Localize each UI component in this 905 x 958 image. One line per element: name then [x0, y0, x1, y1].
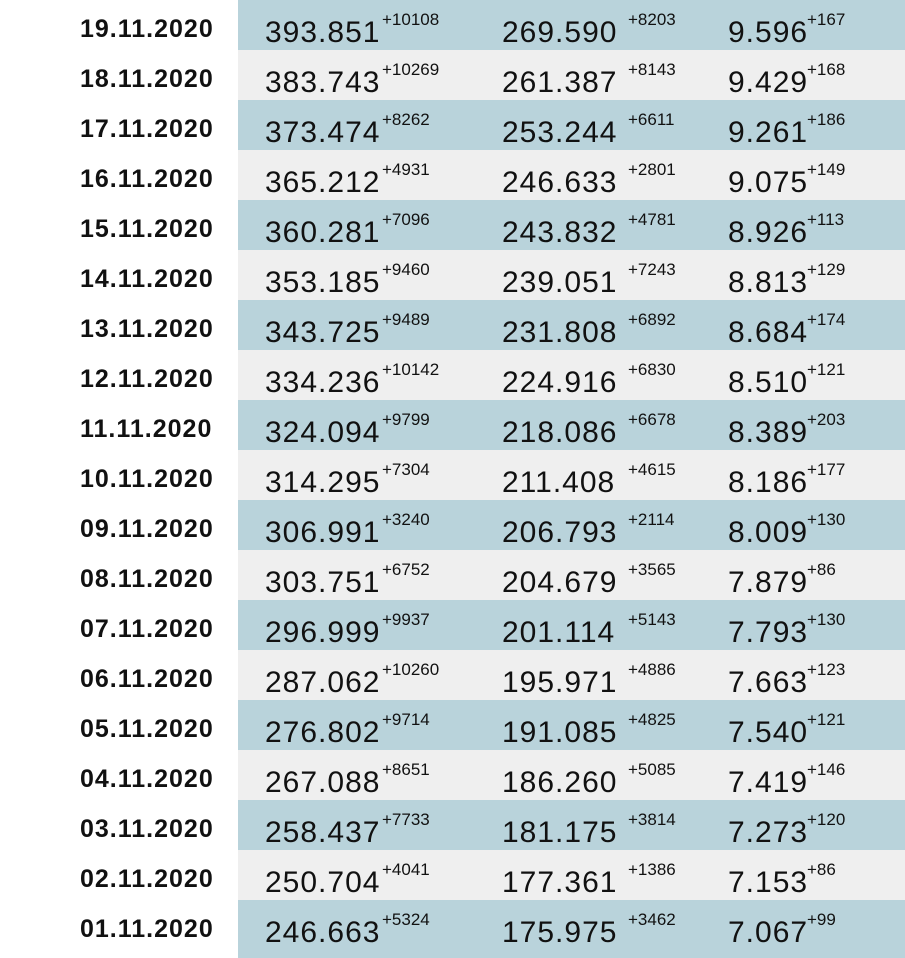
- cell-value: 8.009: [728, 516, 809, 549]
- value-cell-1: [265, 910, 430, 949]
- value-cell-2: [502, 410, 676, 449]
- cell-value: 8.926: [728, 216, 809, 249]
- value-cell-3: [728, 760, 846, 799]
- cell-value: 231.808: [502, 316, 618, 349]
- date-cell: 03.11.2020: [80, 815, 214, 843]
- cell-delta: +3814: [628, 810, 676, 829]
- table-row: [0, 450, 905, 500]
- date-cell: 09.11.2020: [80, 515, 214, 543]
- cell-value: 204.679: [502, 566, 618, 599]
- cell-delta: +6830: [628, 360, 676, 379]
- cell-value: 296.999: [265, 616, 381, 649]
- cell-delta: +121: [807, 710, 846, 729]
- cell-delta: +4886: [628, 660, 676, 679]
- date-cell: 01.11.2020: [80, 915, 214, 943]
- table-row: [0, 550, 905, 600]
- cell-value: 239.051: [502, 266, 618, 299]
- cell-delta: +186: [807, 110, 846, 129]
- cell-delta: +4615: [628, 460, 676, 479]
- value-cell-1: [265, 360, 440, 399]
- cell-value: 261.387: [502, 66, 618, 99]
- table-row: [0, 900, 905, 958]
- cell-value: 7.663: [728, 666, 809, 699]
- value-cell-2: [502, 110, 675, 149]
- date-cell: 18.11.2020: [80, 65, 214, 93]
- cell-value: 7.879: [728, 566, 809, 599]
- value-cell-3: [728, 10, 846, 49]
- cell-delta: +7733: [382, 810, 430, 829]
- value-cell-2: [502, 560, 676, 599]
- date-cell: 15.11.2020: [80, 215, 214, 243]
- value-cell-3: [728, 810, 846, 849]
- table-row: [0, 600, 905, 650]
- value-cell-1: [265, 710, 430, 749]
- date-cell: 14.11.2020: [80, 265, 214, 293]
- value-cell-2: [502, 660, 676, 699]
- cell-delta: +6678: [628, 410, 676, 429]
- date-cell: 16.11.2020: [80, 165, 214, 193]
- value-cell-2: [502, 60, 676, 99]
- cell-delta: +4825: [628, 710, 676, 729]
- date-cell: 11.11.2020: [80, 415, 213, 443]
- table-row: [0, 400, 905, 450]
- cell-delta: +6752: [382, 560, 430, 579]
- value-cell-1: [265, 10, 440, 49]
- cell-delta: +86: [807, 860, 836, 879]
- value-cell-2: [502, 610, 676, 649]
- value-cell-3: [728, 610, 846, 649]
- cell-value: 314.295: [265, 466, 381, 499]
- table-row: [0, 850, 905, 900]
- value-cell-1: [265, 210, 430, 249]
- date-cell: 06.11.2020: [80, 665, 214, 693]
- value-cell-1: [265, 760, 430, 799]
- cell-value: 246.663: [265, 916, 381, 949]
- cell-delta: +9937: [382, 610, 430, 629]
- cell-value: 276.802: [265, 716, 381, 749]
- cell-value: 7.153: [728, 866, 809, 899]
- value-cell-2: [502, 810, 676, 849]
- value-cell-3: [728, 110, 846, 149]
- value-cell-3: [728, 360, 846, 399]
- cell-delta: +130: [807, 510, 846, 529]
- table-row: [0, 700, 905, 750]
- value-cell-1: [265, 310, 430, 349]
- value-cell-2: [502, 10, 676, 49]
- value-cell-1: [265, 460, 430, 499]
- cell-delta: +203: [807, 410, 846, 429]
- cell-value: 8.813: [728, 266, 809, 299]
- cell-delta: +121: [807, 360, 846, 379]
- cell-delta: +174: [807, 310, 846, 329]
- date-cell: 12.11.2020: [80, 365, 214, 393]
- value-cell-2: [502, 710, 676, 749]
- cell-delta: +7304: [382, 460, 430, 479]
- cell-delta: +2801: [628, 160, 676, 179]
- cell-delta: +3240: [382, 510, 430, 529]
- value-cell-3: [728, 560, 836, 599]
- value-cell-2: [502, 510, 675, 549]
- cell-delta: +10142: [382, 360, 440, 379]
- cell-delta: +9714: [382, 710, 430, 729]
- cell-value: 258.437: [265, 816, 381, 849]
- cell-delta: +6892: [628, 310, 676, 329]
- cell-value: 353.185: [265, 266, 381, 299]
- table-row: [0, 650, 905, 700]
- date-cell: 13.11.2020: [80, 315, 214, 343]
- cell-delta: +3462: [628, 910, 676, 929]
- cell-value: 324.094: [265, 416, 381, 449]
- table-row: [0, 0, 905, 50]
- value-cell-2: [502, 160, 676, 199]
- cell-delta: +5143: [628, 610, 676, 629]
- cell-value: 365.212: [265, 166, 381, 199]
- cell-delta: +8651: [382, 760, 430, 779]
- cell-delta: +4931: [382, 160, 430, 179]
- value-cell-3: [728, 310, 846, 349]
- cell-value: 8.510: [728, 366, 809, 399]
- value-cell-3: [728, 260, 846, 299]
- cell-delta: +3565: [628, 560, 676, 579]
- table-row: [0, 50, 905, 100]
- table-row: [0, 250, 905, 300]
- cell-delta: +146: [807, 760, 846, 779]
- value-cell-2: [502, 210, 676, 249]
- cell-value: 8.684: [728, 316, 809, 349]
- value-cell-2: [502, 460, 676, 499]
- cell-value: 343.725: [265, 316, 381, 349]
- value-cell-3: [728, 910, 836, 949]
- cell-value: 246.633: [502, 166, 618, 199]
- value-cell-1: [265, 510, 430, 549]
- cell-delta: +130: [807, 610, 846, 629]
- cell-delta: +149: [807, 160, 846, 179]
- value-cell-1: [265, 610, 430, 649]
- cell-delta: +10260: [382, 660, 440, 679]
- cell-delta: +9489: [382, 310, 430, 329]
- cell-delta: +168: [807, 60, 846, 79]
- cell-value: 269.590: [502, 16, 618, 49]
- cell-delta: +10269: [382, 60, 440, 79]
- cell-value: 250.704: [265, 866, 381, 899]
- value-cell-2: [502, 910, 676, 949]
- cell-value: 186.260: [502, 766, 618, 799]
- cell-value: 181.175: [502, 816, 618, 849]
- cell-delta: +6611: [628, 110, 675, 129]
- cell-value: 243.832: [502, 216, 618, 249]
- value-cell-3: [728, 160, 846, 199]
- date-cell: 05.11.2020: [80, 715, 214, 743]
- cell-value: 9.075: [728, 166, 809, 199]
- table-row: [0, 300, 905, 350]
- cell-value: 334.236: [265, 366, 381, 399]
- value-cell-1: [265, 60, 440, 99]
- cell-value: 177.361: [502, 866, 618, 899]
- value-cell-3: [728, 860, 836, 899]
- cell-value: 9.429: [728, 66, 809, 99]
- value-cell-3: [728, 410, 846, 449]
- cell-value: 373.474: [265, 116, 381, 149]
- cell-value: 7.793: [728, 616, 809, 649]
- cell-value: 393.851: [265, 16, 381, 49]
- cell-value: 253.244: [502, 116, 618, 149]
- value-cell-3: [728, 210, 845, 249]
- table-row: [0, 800, 905, 850]
- cell-value: 267.088: [265, 766, 381, 799]
- value-cell-1: [265, 860, 430, 899]
- cell-value: 303.751: [265, 566, 381, 599]
- cell-delta: +99: [807, 910, 836, 929]
- date-cell: 08.11.2020: [80, 565, 214, 593]
- value-cell-2: [502, 360, 676, 399]
- cell-value: 191.085: [502, 716, 618, 749]
- value-cell-1: [265, 260, 430, 299]
- cell-value: 9.261: [728, 116, 809, 149]
- cell-delta: +123: [807, 660, 846, 679]
- cell-delta: +86: [807, 560, 836, 579]
- cell-delta: +4041: [382, 860, 430, 879]
- cell-value: 7.419: [728, 766, 809, 799]
- value-cell-1: [265, 110, 430, 149]
- cell-delta: +5324: [382, 910, 430, 929]
- cell-delta: +1386: [628, 860, 676, 879]
- cell-value: 218.086: [502, 416, 618, 449]
- cell-delta: +167: [807, 10, 846, 29]
- value-cell-3: [728, 60, 846, 99]
- table-row: [0, 500, 905, 550]
- cell-value: 9.596: [728, 16, 809, 49]
- value-cell-1: [265, 810, 430, 849]
- date-cell: 17.11.2020: [80, 115, 214, 143]
- cell-delta: +7243: [628, 260, 676, 279]
- cell-value: 211.408: [502, 466, 616, 499]
- value-cell-2: [502, 260, 676, 299]
- cell-value: 195.971: [502, 666, 618, 699]
- cell-delta: +9460: [382, 260, 430, 279]
- cell-delta: +8203: [628, 10, 676, 29]
- cell-delta: +120: [807, 810, 846, 829]
- cell-value: 7.540: [728, 716, 809, 749]
- cell-delta: +7096: [382, 210, 430, 229]
- cell-delta: +113: [807, 210, 845, 229]
- cell-value: 287.062: [265, 666, 381, 699]
- table-row: [0, 750, 905, 800]
- value-cell-3: [728, 710, 846, 749]
- value-cell-3: [728, 660, 846, 699]
- value-cell-1: [265, 160, 430, 199]
- table-row: [0, 100, 905, 150]
- cell-value: 201.114: [502, 616, 616, 649]
- value-cell-1: [265, 410, 430, 449]
- value-cell-2: [502, 310, 676, 349]
- cell-value: 383.743: [265, 66, 381, 99]
- value-cell-1: [265, 560, 430, 599]
- cell-value: 7.273: [728, 816, 809, 849]
- date-cell: 19.11.2020: [80, 15, 214, 43]
- cell-delta: +10108: [382, 10, 440, 29]
- cell-value: 224.916: [502, 366, 618, 399]
- value-cell-3: [728, 460, 846, 499]
- value-cell-2: [502, 760, 676, 799]
- date-cell: 07.11.2020: [80, 615, 214, 643]
- cell-delta: +4781: [628, 210, 676, 229]
- table-row: [0, 200, 905, 250]
- cell-value: 8.186: [728, 466, 809, 499]
- value-cell-1: [265, 660, 440, 699]
- table-row: [0, 350, 905, 400]
- cell-value: 306.991: [265, 516, 381, 549]
- value-cell-2: [502, 860, 676, 899]
- cell-delta: +129: [807, 260, 846, 279]
- cell-value: 7.067: [728, 916, 809, 949]
- table-row: [0, 150, 905, 200]
- cell-delta: +9799: [382, 410, 430, 429]
- cell-value: 8.389: [728, 416, 809, 449]
- cell-value: 360.281: [265, 216, 381, 249]
- cell-delta: +5085: [628, 760, 676, 779]
- cell-delta: +177: [807, 460, 846, 479]
- cell-delta: +8262: [382, 110, 430, 129]
- cell-value: 206.793: [502, 516, 618, 549]
- date-cell: 02.11.2020: [80, 865, 214, 893]
- date-cell: 04.11.2020: [80, 765, 214, 793]
- cell-value: 175.975: [502, 916, 618, 949]
- cell-delta: +8143: [628, 60, 676, 79]
- date-cell: 10.11.2020: [80, 465, 214, 493]
- value-cell-3: [728, 510, 846, 549]
- cell-delta: +2114: [628, 510, 675, 529]
